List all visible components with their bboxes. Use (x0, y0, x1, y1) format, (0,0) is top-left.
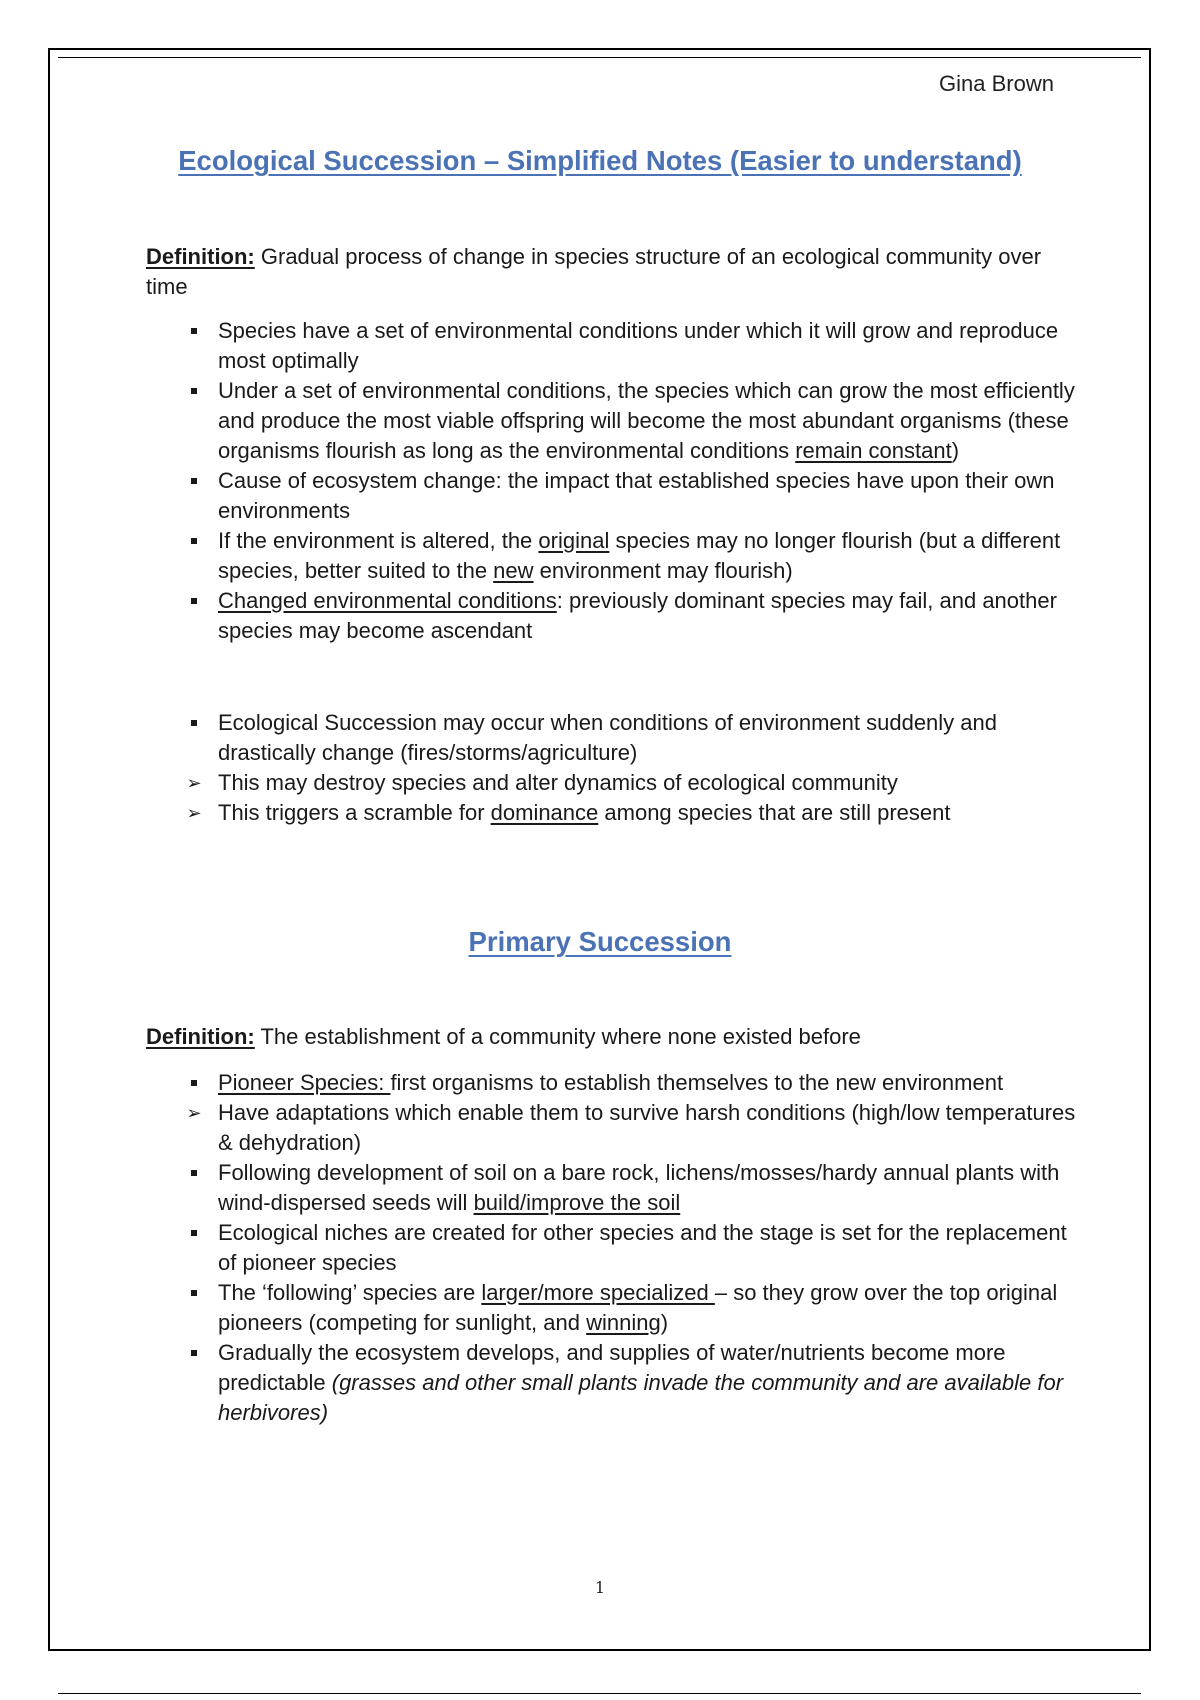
definition-label: Definition: (146, 244, 255, 269)
list-item: Following development of soil on a bare rock, lichens/mosses/hardy annual plants with wind-dispersed seeds will build/improve the soil (146, 1158, 1076, 1218)
list-item: ➢ This may destroy species and alter dynamics of ecological community (146, 768, 1076, 798)
square-bullet-icon (184, 1338, 204, 1368)
document-title (0, 145, 1200, 177)
arrow-bullet-icon: ➢ (186, 1103, 202, 1123)
arrow-bullet-icon: ➢ (186, 803, 202, 823)
definition-paragraph (146, 1022, 1076, 1052)
square-bullet-icon (184, 1278, 204, 1308)
list-item: Ecological niches are created for other species and the stage is set for the replacement of pioneer species (146, 1218, 1076, 1278)
list-item: ➢ Have adaptations which enable them to survive harsh conditions (high/low temperatures & dehydration) (146, 1098, 1076, 1158)
list-item: Species have a set of environmental conditions under which it will grow and reproduce most optimally (146, 316, 1076, 376)
arrow-bullet-icon: ➢ (186, 773, 202, 793)
section-heading-primary-succession: Primary Succession (468, 926, 732, 957)
square-bullet-icon (184, 316, 204, 346)
document-title-text: Ecological Succession – Simplified Notes (Easier to understand) (178, 145, 1022, 176)
bullet-list (146, 316, 1076, 646)
list-item: Pioneer Species: first organisms to establish themselves to the new environment (146, 1068, 1076, 1098)
list-item: If the environment is altered, the original species may no longer flourish (but a different species, better suited to the new environment may flourish) (146, 526, 1076, 586)
section-primary-succession (146, 1022, 1076, 1428)
list-item: Ecological Succession may occur when conditions of environment suddenly and drastically change (fires/storms/agriculture) (146, 708, 1076, 768)
definition-label: Definition: (146, 1024, 255, 1049)
list-item: The ‘following’ species are larger/more specialized – so they grow over the top original pioneers (competing for sunlight, and winning) (146, 1278, 1076, 1338)
list-item: ➢ This triggers a scramble for dominance among species that are still present (146, 798, 1076, 828)
list-item: Under a set of environmental conditions, the species which can grow the most efficiently and produce the most viable offspring will become the most abundant organisms (these organisms flourish as long as the environmental conditions remain constant) (146, 376, 1076, 466)
definition-text: Gradual process of change in species structure of an ecological community over time (146, 244, 1042, 299)
author-name: Gina Brown (939, 71, 1054, 96)
square-bullet-icon (184, 708, 204, 738)
header-rule (58, 57, 1141, 58)
square-bullet-icon (184, 1218, 204, 1248)
definition-text: The establishment of a community where none existed before (254, 1024, 861, 1049)
square-bullet-icon (184, 586, 204, 616)
square-bullet-icon (184, 376, 204, 406)
section-ecological-succession (146, 242, 1076, 828)
square-bullet-icon (184, 466, 204, 496)
list-item: Gradually the ecosystem develops, and supplies of water/nutrients become more predictable (grasses and other small plants invade the community and are available for herbivores) (146, 1338, 1076, 1428)
page-number: 1 (594, 1578, 606, 1597)
definition-paragraph (146, 242, 1076, 302)
list-item: Cause of ecosystem change: the impact that established species have upon their own environments (146, 466, 1076, 526)
square-bullet-icon (184, 526, 204, 556)
bullet-list-2 (146, 708, 1076, 828)
list-item: Changed environmental conditions: previously dominant species may fail, and another species may become ascendant (146, 586, 1076, 646)
square-bullet-icon (184, 1158, 204, 1188)
square-bullet-icon (184, 1068, 204, 1098)
footer-rule (58, 1693, 1141, 1694)
bullet-list (146, 1068, 1076, 1428)
